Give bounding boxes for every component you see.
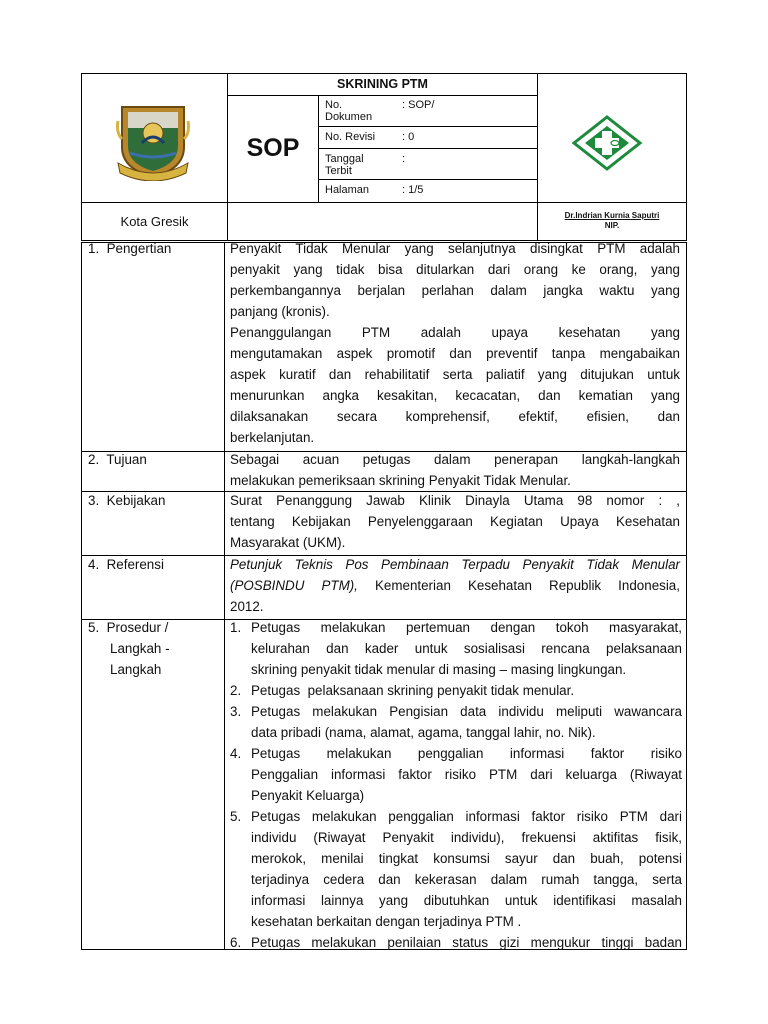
meta-page-label: Halaman [325, 184, 370, 196]
reference-title-abbr: (POSBINDU PTM), [230, 578, 358, 593]
text-line: menurunkan angka kesakitan, kecacatan, dan kematian yang [230, 388, 680, 403]
gresik-crest-icon [116, 103, 190, 181]
document-title: SKRINING PTM [337, 77, 428, 91]
text-line: Penyakit Keluarga) [251, 788, 365, 803]
section-body-pengertian [230, 238, 680, 448]
text-line: kesehatan berkaitan dengan terjadinya PTM . [251, 914, 522, 929]
section-label-referensi: 4. Referensi [88, 557, 164, 572]
green-cross-icon [571, 114, 643, 172]
section-label-prosedur [88, 617, 170, 680]
text-line: berkelanjutan. [230, 430, 315, 445]
section-body-referensi [230, 554, 680, 617]
text-line: informasi lainnya yang dibutuhkan untuk identifikasi masalah [251, 893, 682, 908]
text-line: Petugas pelaksanaan skrining penyakit tidak menular. [251, 683, 575, 698]
step-number: 4. [230, 746, 242, 761]
procedure-step [230, 932, 682, 953]
meta-revision-label: No. Revisi [325, 131, 376, 143]
section-label-kebijakan: 3. Kebijakan [88, 493, 166, 508]
procedure-step [230, 743, 682, 806]
right-logo [571, 114, 643, 172]
signatory-name: Dr.Indrian Kurnia Saputri [564, 211, 660, 220]
section-label-tujuan: 2. Tujuan [88, 452, 147, 467]
meta-doc-number-label: No. Dokumen [325, 99, 373, 123]
step-number: 6. [230, 935, 242, 950]
meta-page-value: : 1/5 [402, 184, 424, 196]
procedure-step [230, 680, 682, 701]
text-line: perkembangannya berjalan perlahan dalam jangka waktu yang [230, 283, 680, 298]
label-line: Langkah [110, 662, 162, 677]
text-line: mengutamakan aspek promotif dan preventif tanpa mengabaikan [230, 346, 680, 361]
meta-date-label: Tanggal Terbit [325, 153, 364, 177]
procedure-step [230, 701, 682, 743]
meta-revision-value: : 0 [402, 131, 415, 143]
text-line: merokok, menilai tingkat konsumsi sayur dan buah, potensi [251, 851, 682, 866]
text-line [230, 575, 680, 596]
step-number: 1. [230, 620, 242, 635]
text-line: individu (Riwayat Penyakit individu), frekuensi aktifitas fisik, [251, 830, 682, 845]
left-logo [116, 103, 190, 181]
signatory-nip: NIP. [604, 221, 620, 230]
text-line: tentang Kebijakan Penyelenggaraan Kegiatan Upaya Kesehatan [230, 514, 680, 529]
section-label-pengertian: 1. Pengertian [88, 241, 172, 256]
text-line: Petugas melakukan penggalian informasi faktor risiko [251, 746, 682, 761]
text-line: melakukan pemeriksaan skrining Penyakit Tidak Menular. [230, 473, 571, 488]
text-line: skrining penyakit tidak menular di masing – masing lingkungan. [251, 662, 627, 677]
text-line: Petugas melakukan penggalian informasi faktor risiko PTM dari [251, 809, 682, 824]
text-line: Petugas melakukan Pengisian data individu meliputi wawancara [251, 704, 682, 719]
text-line: Petugas melakukan pertemuan dengan tokoh masyarakat, [251, 620, 682, 635]
step-number: 2. [230, 683, 242, 698]
label-line: Langkah - [110, 641, 170, 656]
meta-doc-number-value: : SOP/ [402, 99, 435, 111]
text-line: panjang (kronis). [230, 304, 330, 319]
text-line: Sebagai acuan petugas dalam penerapan langkah-langkah [230, 452, 680, 467]
text-line: Penanggulangan PTM adalah upaya kesehatan yang [230, 325, 680, 340]
meta-date-value: : [402, 153, 406, 165]
text-line: data pribadi (nama, alamat, agama, tanggal lahir, no. Nik). [251, 725, 596, 740]
text-line: terjadinya cedera dan kekerasan dalam rumah tangga, serta [251, 872, 682, 887]
step-number: 3. [230, 704, 242, 719]
city-label: Kota Gresik [120, 214, 189, 229]
text-line: penyakit yang tidak bisa ditularkan dari orang ke orang, yang [230, 262, 680, 277]
label-line: 5. Prosedur / [88, 620, 169, 635]
text-line: dilaksanakan secara komprehensif, efektif, efisien, dan [230, 409, 680, 424]
text-line: Petugas melakukan penilaian status gizi mengukur tinggi badan [251, 935, 682, 950]
procedure-step [230, 806, 682, 932]
text-line: 2012. [230, 599, 264, 614]
reference-publisher: Kementerian Kesehatan Republik Indonesia, [357, 578, 680, 593]
section-body-tujuan [230, 449, 680, 491]
text-line: kelurahan dan kader untuk sosialisasi rencana pelaksanaan [251, 641, 682, 656]
text-line: Penggalian informasi faktor risiko PTM dari keluarga (Riwayat [251, 767, 682, 782]
text-line: Masyarakat (UKM). [230, 535, 346, 550]
text-line: Penyakit Tidak Menular yang selanjutnya disingkat PTM adalah [230, 241, 680, 256]
text-line: aspek kuratif dan rehabilitatif serta paliatif yang ditujukan untuk [230, 367, 680, 382]
text-line: Surat Penanggung Jawab Klinik Dinayla Utama 98 nomor : , [230, 493, 680, 508]
sop-label: SOP [246, 134, 300, 162]
step-number: 5. [230, 809, 242, 824]
reference-title-line: Petunjuk Teknis Pos Pembinaan Terpadu Penyakit Tidak Menular [230, 557, 680, 572]
section-body-kebijakan [230, 490, 680, 553]
procedure-step [230, 617, 682, 680]
